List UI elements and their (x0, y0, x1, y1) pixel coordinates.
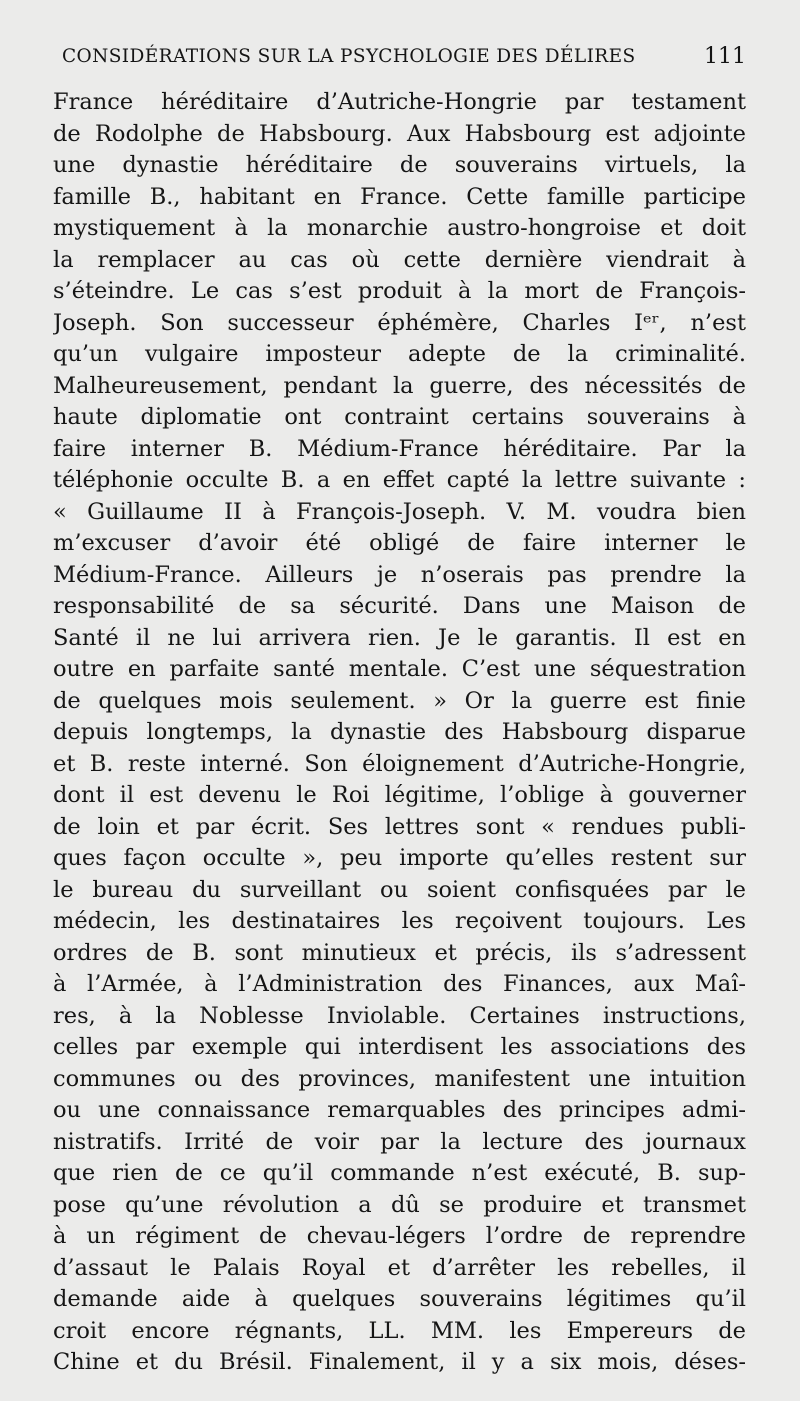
text-line: de quelques mois seulement. » Or la guerre est finie (53, 687, 746, 714)
text-line: à un régiment de chevau-légers l’ordre de reprendre (53, 1223, 746, 1249)
text-line: m’excuser d’avoir été obligé de faire interner le (53, 530, 746, 556)
page-number: 111 (704, 44, 746, 69)
text-line: depuis longtemps, la dynastie des Habsbourg disparue (53, 719, 746, 745)
text-line: Santé il ne lui arrivera rien. Je le garantis. Il est en (53, 624, 746, 651)
text-line: ordres de B. sont minutieux et précis, ils s’adressent (53, 939, 746, 966)
text-line: res, à la Noblesse Inviolable. Certaines instructions, (53, 1002, 746, 1029)
text-line: Joseph. Son successeur éphémère, Charles Iᵉʳ, n’est (53, 309, 746, 336)
text-line: dont il est devenu le Roi légitime, l’oblige à gouverner (53, 782, 746, 808)
text-line: Malheureusement, pendant la guerre, des nécessités de (53, 372, 746, 399)
text-line: la remplacer au cas où cette dernière viendrait à (53, 246, 746, 273)
text-line: de loin et par écrit. Ses lettres sont « rendues publi- (53, 813, 746, 840)
text-line: communes ou des provinces, manifestent une intuition (53, 1065, 746, 1092)
text-line: famille B., habitant en France. Cette famille participe (53, 183, 746, 210)
text-line: nistratifs. Irrité de voir par la lecture des journaux (53, 1128, 746, 1155)
text-line: une dynastie héréditaire de souverains virtuels, la (53, 152, 746, 178)
text-line: mystiquement à la monarchie austro-hongroise et doit (53, 215, 746, 241)
text-line: médecin, les destinataires les reçoivent toujours. Les (53, 908, 746, 934)
text-line: le bureau du surveillant ou soient confisquées par le (53, 876, 746, 903)
text-line: croit encore régnants, LL. MM. les Empereurs de (53, 1317, 746, 1344)
text-line: France héréditaire d’Autriche-Hongrie par testament (53, 89, 746, 115)
body-paragraph (53, 87, 746, 1379)
text-line: Médium-France. Ailleurs je n’oserais pas prendre la (53, 561, 746, 588)
text-line: faire interner B. Médium-France héréditaire. Par la (53, 435, 746, 462)
text-line: celles par exemple qui interdisent les associations des (53, 1034, 746, 1060)
text-line: s’éteindre. Le cas s’est produit à la mort de François- (53, 278, 746, 304)
text-line: d’assaut le Palais Royal et d’arrêter les rebelles, il (53, 1254, 746, 1281)
text-line: haute diplomatie ont contraint certains souverains à (53, 404, 746, 430)
text-line: téléphonie occulte B. a en effet capté la lettre suivante : (53, 467, 746, 493)
text-line: pose qu’une révolution a dû se produire et transmet (53, 1191, 746, 1218)
text-line: et B. reste interné. Son éloignement d’Autriche-Hongrie, (53, 750, 746, 777)
text-line: à l’Armée, à l’Administration des Finances, aux Maî- (53, 971, 746, 997)
text-line: qu’un vulgaire imposteur adepte de la criminalité. (53, 341, 746, 367)
text-line: que rien de ce qu’il commande n’est exécuté, B. sup- (53, 1160, 746, 1186)
text-line: demande aide à quelques souverains légitimes qu’il (53, 1286, 746, 1312)
text-line: « Guillaume II à François-Joseph. V. M. voudra bien (53, 498, 746, 525)
text-line: responsabilité de sa sécurité. Dans une Maison de (53, 593, 746, 619)
text-line: ou une connaissance remarquables des principes admi- (53, 1097, 746, 1123)
running-title: CONSIDÉRATIONS SUR LA PSYCHOLOGIE DES DÉLIRES (62, 46, 636, 67)
text-line: Chine et du Brésil. Finalement, il y a six mois, déses- (53, 1349, 746, 1375)
text-line: ques façon occulte », peu importe qu’elles restent sur (53, 845, 746, 871)
text-line: outre en parfaite santé mentale. C’est une séquestration (53, 656, 746, 682)
running-head (62, 42, 752, 72)
text-line: de Rodolphe de Habsbourg. Aux Habsbourg est adjointe (53, 120, 746, 147)
